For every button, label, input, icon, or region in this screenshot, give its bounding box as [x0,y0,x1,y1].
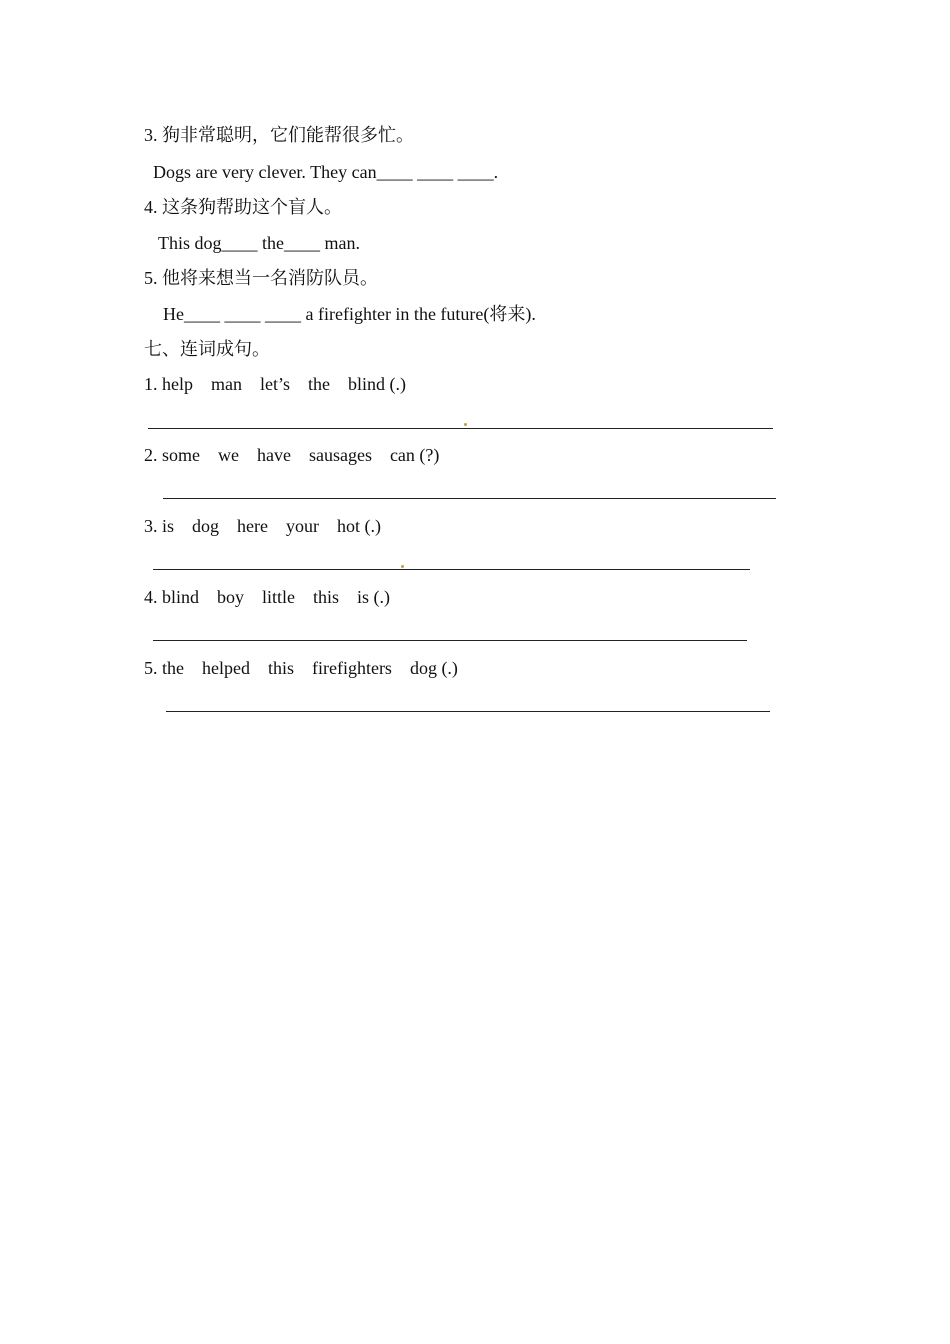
answer-line-2[interactable] [163,498,776,499]
answer-line-3[interactable] [153,569,750,570]
reorder-item-4: 4. blind boy little this is (.) [144,587,390,607]
question-5-answer: He____ ____ ____ a firefighter in the future(将来). [163,304,536,324]
answer-line-5[interactable] [166,711,770,712]
question-4-prompt: 4. 这条狗帮助这个盲人。 [144,197,342,217]
reorder-item-3: 3. is dog here your hot (.) [144,516,381,536]
question-3-answer: Dogs are very clever. They can____ ____ ____. [153,162,499,182]
answer-line-3-mark [401,565,404,568]
question-5-prompt: 5. 他将来想当一名消防队员。 [144,268,378,288]
reorder-item-1: 1. help man let’s the blind (.) [144,374,406,394]
answer-line-4[interactable] [153,640,747,641]
reorder-item-5: 5. the helped this firefighters dog (.) [144,658,458,678]
answer-line-1[interactable] [148,428,773,429]
section-seven-heading: 七、连词成句。 [144,339,270,359]
answer-line-1-mark [464,423,467,426]
question-3-prompt: 3. 狗非常聪明，它们能帮很多忙。 [144,125,414,145]
question-4-answer: This dog____ the____ man. [158,233,360,253]
reorder-item-2: 2. some we have sausages can (?) [144,445,440,465]
